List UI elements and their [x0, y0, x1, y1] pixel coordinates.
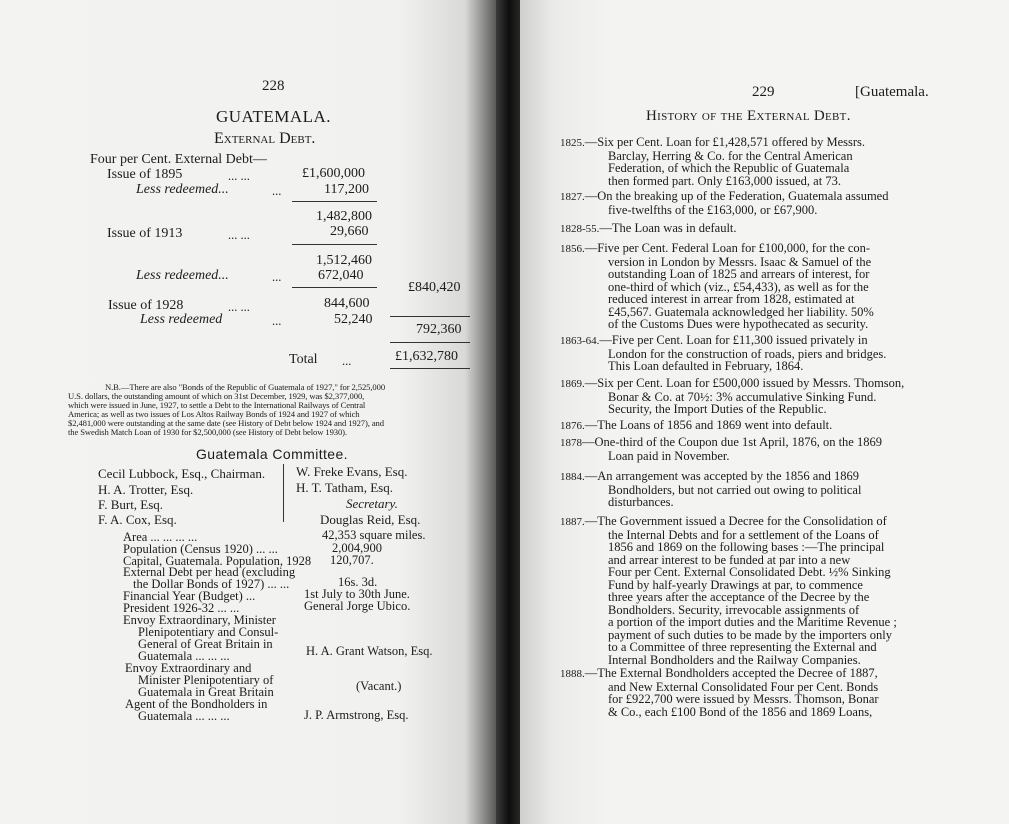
committee-member: Cecil Lubbock, Esq., Chairman. [98, 466, 266, 481]
book-gutter [496, 0, 522, 824]
history-entry [560, 190, 990, 216]
entry-text: —Five per Cent. Federal Loan for £100,000, for the con- [584, 241, 871, 255]
stat-value: 42,353 square miles. [322, 528, 426, 542]
note-line: N.B.—There are also "Bonds of the Republic of Guatemala of 1927," for 2,525,000 [105, 382, 386, 392]
entry-text: —An arrangement was accepted by the 1856 and 1869 [584, 469, 859, 483]
entry-line [560, 436, 990, 450]
left-page [0, 0, 500, 824]
stat-value: (Vacant.) [356, 679, 402, 693]
entry-text: —The Loans of 1856 and 1869 went into default. [584, 418, 833, 432]
amount: 672,040 [318, 268, 364, 283]
stat-label: Financial Year (Budget) ... [123, 589, 256, 603]
entry-line: Federation, of which the Republic of Guatemala [608, 161, 850, 175]
entry-line: Security, the Import Duties of the Republic. [608, 402, 827, 416]
subtotal: 1,482,800 [316, 209, 372, 224]
amount: 52,240 [334, 312, 373, 327]
right-page [520, 0, 1009, 824]
section-heading: External Debt. [214, 130, 316, 147]
row-label: Less redeemed... [136, 182, 229, 197]
row-label: Issue of 1928 [108, 298, 184, 313]
entry-year: 1884. [560, 471, 585, 483]
page-title: GUATEMALA. [216, 107, 332, 126]
stat-label: Plenipotentiary and Consul- [138, 625, 279, 639]
committee-member: F. Burt, Esq. [98, 497, 164, 512]
leader-dots: ... [342, 354, 352, 368]
history-entry [560, 242, 990, 331]
history-entry [560, 419, 990, 433]
note-line: which were issued in June, 1927, to settle a Debt to the International Railways of Central [68, 400, 366, 410]
entry-line: £45,567. Guatemala acknowledged her liability. 50% [608, 304, 874, 319]
history-entry [560, 470, 990, 509]
page-number: 228 [262, 78, 285, 94]
entry-line: the Internal Debts and for a settlement of the Loans of [608, 527, 879, 542]
entry-year: 1827. [560, 191, 585, 203]
stat-label: Guatemala in Great Britain [138, 685, 274, 699]
column-total: £840,420 [408, 280, 461, 295]
entry-text: —The Loan was in default. [599, 221, 737, 235]
entry-line: five-twelfths of the £163,000, or £67,900. [608, 202, 818, 217]
entry-year: 1863-64. [560, 335, 600, 347]
page-number: 229 [752, 84, 775, 100]
history-entry [560, 222, 990, 236]
column-total: 792,360 [416, 322, 462, 337]
subtotal: 1,512,460 [316, 253, 372, 268]
entry-line: Bondholders. Security, irrevocable assignments of [608, 602, 860, 617]
stat-value: 2,004,900 [332, 541, 382, 555]
committee-member: F. A. Cox, Esq. [98, 512, 177, 527]
entry-text: —The External Bondholders accepted the Decree of 1887, [584, 666, 878, 680]
entry-line: a portion of the import duties and the Maritime Revenue ; [608, 615, 897, 629]
note-line: America; as well as two issues of Los Altos Railway Bonds of 1924 and 1927 of which [68, 409, 360, 419]
entry-line: three years after the acceptance of the Decree by the [608, 590, 870, 604]
entry-line [560, 470, 990, 484]
entry-text: —One-third of the Coupon due 1st April, 1876, on the 1869 [582, 435, 882, 449]
entry-line: disturbances. [608, 495, 674, 509]
grand-total: £1,632,780 [395, 349, 458, 364]
entry-year: 1825. [560, 137, 585, 149]
entry-text: —Five per Cent. Loan for £11,300 issued privately in [599, 333, 868, 347]
stat-label: the Dollar Bonds of 1927) ... ... [133, 577, 290, 591]
row-label: Less redeemed... [136, 268, 229, 283]
entry-line: Four per Cent. External Consolidated Debt. ½% Sinking [608, 565, 891, 579]
stat-label: Population (Census 1920) ... ... [123, 542, 278, 556]
entry-line: version in London by Messrs. Isaac & Samuel of the [608, 254, 872, 269]
entry-line: and New External Consolidated Four per Cent. Bonds [608, 679, 879, 694]
leader-dots: ... [272, 184, 282, 198]
running-head: [Guatemala. [855, 84, 929, 100]
entry-line [560, 377, 990, 391]
leader-dots: ... ... [228, 300, 250, 314]
entry-year: 1878 [560, 437, 582, 449]
stat-label: Area ... ... ... ... [123, 530, 198, 544]
stat-label: External Debt per head (excluding [123, 565, 296, 579]
amount: 29,660 [330, 224, 369, 239]
entry-line: Loan paid in November. [608, 448, 730, 463]
stat-value: 16s. 3d. [338, 575, 378, 589]
amount: 117,200 [324, 182, 369, 197]
entry-text: —Six per Cent. Loan for £1,428,571 offered by Messrs. [584, 135, 866, 149]
committee-member: Douglas Reid, Esq. [320, 512, 421, 527]
entry-line: Bondholders, but not carried out owing to political [608, 482, 862, 497]
entry-year: 1828-55. [560, 223, 600, 235]
entry-line [560, 419, 990, 433]
entry-year: 1887. [560, 516, 585, 528]
entry-line: payment of such duties to be made by the importers only [608, 627, 892, 642]
history-entry [560, 515, 990, 666]
stat-label: Minister Plenipotentiary of [138, 673, 274, 687]
entry-line: then formed part. Only £163,000 issued, at 73. [608, 173, 841, 188]
stat-label: Capital, Guatemala. Population, 1928 [123, 554, 312, 568]
entry-line: to a Committee of three representing the External and [608, 640, 877, 654]
debt-heading: Four per Cent. External Debt— [90, 152, 267, 167]
entry-text: —Six per Cent. Loan for £500,000 issued by Messrs. Thomson, [584, 376, 905, 390]
entry-line: Bonar & Co. at 70½: 3% accumulative Sinking Fund. [608, 389, 877, 404]
stat-value: General Jorge Ubico. [304, 599, 411, 613]
stat-value: 120,707. [330, 553, 374, 567]
stat-label: Agent of the Bondholders in [125, 697, 268, 711]
entry-line: of the Customs Dues were hypothecated as security. [608, 317, 869, 331]
entry-line [560, 334, 990, 348]
history-entry [560, 436, 990, 462]
note-line: the Swedish Match Loan of 1930 for $2,500,000 (see History of Debt below 1930). [68, 427, 347, 437]
history-entry [560, 136, 990, 187]
entry-line [560, 515, 990, 529]
amount: £1,600,000 [302, 166, 365, 181]
entry-line: 1856 and 1869 on the following bases :—The principal [608, 540, 885, 554]
committee-member: H. T. Tatham, Esq. [296, 480, 393, 495]
stat-label: President 1926-32 ... ... [123, 601, 240, 615]
entry-text: —On the breaking up of the Federation, Guatemala assumed [584, 189, 889, 203]
entry-line: one-third of which (viz., £54,433), as well as for the [608, 279, 869, 294]
entry-line: outstanding Loan of 1825 and arrears of interest, for [608, 267, 870, 281]
row-label: Issue of 1895 [107, 167, 183, 182]
entry-line: & Co., each £100 Bond of the 1856 and 1869 Loans, [608, 704, 873, 719]
stat-label: Envoy Extraordinary and [125, 661, 252, 675]
stat-label: General of Great Britain in [138, 637, 273, 651]
entry-line [560, 242, 990, 256]
history-entry [560, 667, 990, 718]
entry-line: Fund by half-yearly Drawings at par, to commence [608, 577, 863, 592]
secretary-heading: Secretary. [346, 496, 398, 511]
stat-label: Guatemala ... ... ... [138, 649, 230, 663]
leader-dots: ... ... [228, 228, 250, 242]
entry-line: reduced interest in arrear from 1828, estimated at [608, 292, 855, 306]
row-label: Less redeemed [140, 312, 223, 327]
committee-member: H. A. Trotter, Esq. [98, 482, 194, 497]
entry-year: 1888. [560, 668, 585, 680]
entry-line [560, 222, 990, 236]
entry-line: London for the construction of roads, piers and bridges. [608, 346, 887, 361]
total-label: Total [289, 352, 318, 367]
entry-line [560, 190, 990, 204]
stat-label: Envoy Extraordinary, Minister [123, 613, 276, 627]
entry-line: for £922,700 were issued by Messrs. Thomson, Bonar [608, 692, 879, 706]
entry-line: Internal Bondholders and the Railway Companies. [608, 652, 861, 667]
leader-dots: ... [272, 270, 282, 284]
stat-value: H. A. Grant Watson, Esq. [306, 644, 433, 658]
row-label: Issue of 1913 [107, 226, 183, 241]
committee-heading: Guatemala Committee. [196, 446, 348, 462]
entry-line: Barclay, Herring & Co. for the Central American [608, 148, 853, 163]
stat-value: J. P. Armstrong, Esq. [304, 708, 409, 722]
committee-member: W. Freke Evans, Esq. [296, 464, 408, 479]
history-entry [560, 377, 990, 416]
entry-line: and arrear interest to be funded at par into a new [608, 552, 851, 567]
entry-line [560, 136, 990, 150]
stat-label: Guatemala ... ... ... [138, 709, 230, 723]
note-line: U.S. dollars, the outstanding amount of which on 31st December, 1929, was $2,377,000, [68, 391, 365, 401]
leader-dots: ... ... [228, 169, 250, 183]
leader-dots: ... [272, 314, 282, 328]
amount: 844,600 [324, 296, 370, 311]
entry-year: 1876. [560, 420, 585, 432]
history-entry [560, 334, 990, 373]
entry-year: 1856. [560, 243, 585, 255]
section-heading: History of the External Debt. [646, 108, 851, 124]
entry-text: —The Government issued a Decree for the Consolidation of [584, 514, 887, 528]
entry-line [560, 667, 990, 681]
entry-line: This Loan defaulted in February, 1864. [608, 359, 804, 373]
stat-value: 1st July to 30th June. [304, 587, 410, 601]
note-line: $2,481,000 were outstanding at the same date (see History of Debt below 1924 and 1927), and [68, 418, 384, 428]
entry-year: 1869. [560, 378, 585, 390]
